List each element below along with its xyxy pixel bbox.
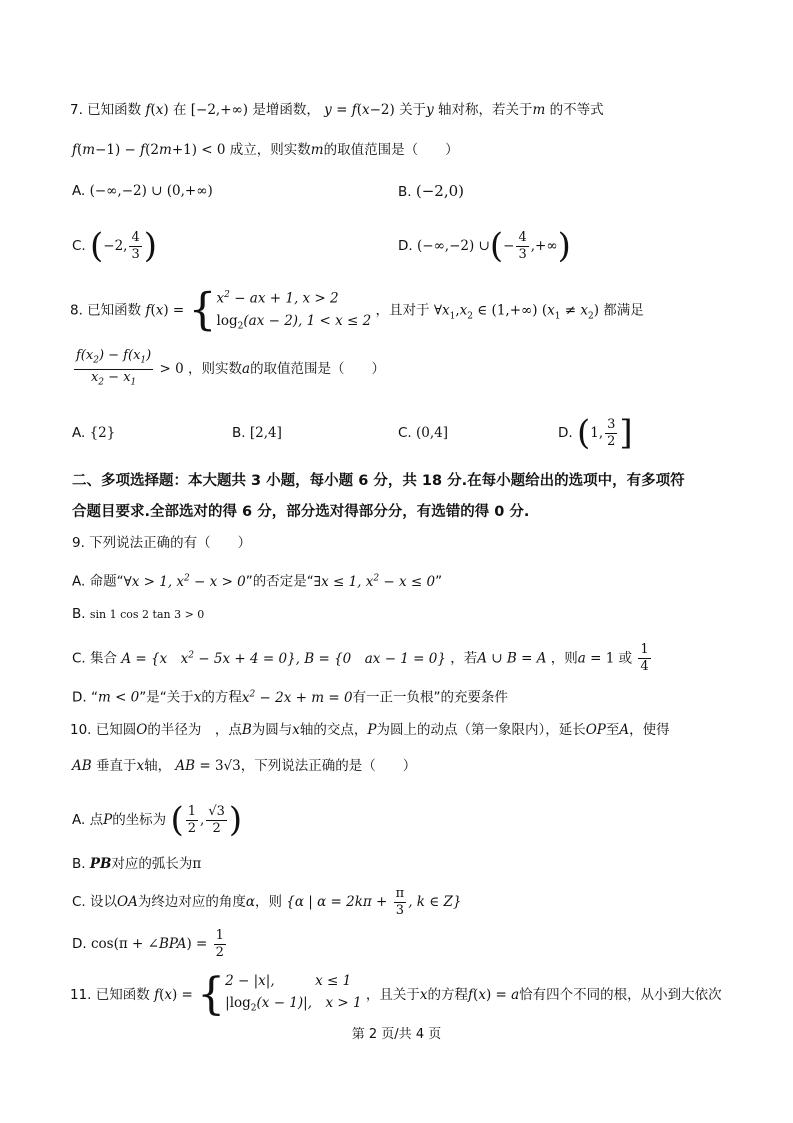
q8-option-a: A. {2} (72, 425, 116, 441)
section2-line2: 合题目要求.全部选对的得 6 分，部分选对得部分分，有选错的得 0 分. (72, 504, 530, 520)
q10-option-c: C. 设以OA为终边对应的角度α，则 {α | α = 2kπ + $\frac{\pi}{3}$ , k ∈ Z} (72, 885, 462, 918)
q8-stem-line2: $\frac{f(x_2) - f(x_1)}{x_2 - x_1}$ > 0 ，则实数a的取值范围是（ ） (76, 348, 386, 388)
q7-stem-line1: 7. 已知函数 f(x) 在 [−2,+∞) 是增函数， y = f(x−2) 关于y 轴对称，若关于m 的不等式 (70, 102, 604, 118)
q7-option-a: A. (−∞,−2) ∪ (0,+∞) (72, 183, 213, 199)
q9-option-a: A. 命题“∀x > 1, $x^2 - x > 0$”的否定是“∃x ≤ 1, $x^2 - x \le 0$” (72, 573, 443, 590)
q10-stem-line2: AB 垂直于x轴， AB = 3√3，下列说法正确的是（ ） (72, 758, 417, 774)
q11-stem: 11. 已知函数 f(x) = { 2 − |x|, x ≤ 1 $|\log_2(x - 1)|$, x > 1 ，且关于x的方程f(x) = a恰有四个不同的根，从小到大依次 (70, 969, 722, 1020)
q7-option-d: D. (−∞,−2) ∪(− $\frac{4}{3}$ ,+∞) (398, 226, 571, 266)
q8-option-c: C. (0,4] (398, 425, 449, 441)
q8-stem-line1: 8. 已知函数 f(x) = { $x^2$ − ax + 1, x > 2 $\log_2(ax - 2)$, 1 < x ≤ 2 ，且对于 $\forall x_1,x_2$ ∈ (1,+∞) $(x_1 \ne x_2)$ 都满足 (70, 284, 644, 336)
q9-option-d: D. “m < 0”是“关于x的方程$x^2 - 2x + m = 0$有一正一负根”的充要条件 (72, 689, 509, 706)
q8-option-b: B. [2,4] (232, 425, 282, 441)
q9-option-b: B. sin 1 cos 2 tan 3 > 0 (72, 606, 205, 622)
q8-option-d: D. (1, $\frac{3}{2}$ ] (558, 413, 633, 453)
q10-option-d: D. cos(π + ∠BPA) = $\frac{1}{2}$ (72, 927, 224, 960)
page-footer: 第 2 页/共 4 页 (351, 1027, 442, 1042)
q10-option-b: B. PB对应的弧长为π (72, 856, 202, 872)
q10-option-a: A. 点P的坐标为 ( $\frac{1}{2}$ , $\frac{√3}{2}$ ) (72, 800, 243, 840)
q9-option-c: C. 集合 A = {x $x^2 - 5x + 4 = 0$}, B = {0 ax − 1 = 0} ，若A ∪ B = A ，则a = 1 或 $\frac{1}{4}$ (72, 642, 649, 674)
q7-stem-line2: f(m−1) − f(2m+1) < 0 成立，则实数m的取值范围是（ ） (72, 142, 459, 158)
q7-option-b: B. (−2,0) (398, 182, 464, 200)
q10-stem-line1: 10. 已知圆O的半径为 ，点B为圆与x轴的交点，P为圆上的动点（第一象限内），延长OP至A，使得 (70, 722, 670, 738)
q9-stem: 9. 下列说法正确的有（ ） (72, 535, 252, 551)
section2-line1: 二、多项选择题：本大题共 3 小题，每小题 6 分，共 18 分.在每小题给出的选项中，有多项符 (72, 473, 685, 489)
q7-option-c: C. (−2, $\frac{4}{3}$ ) (72, 226, 158, 266)
